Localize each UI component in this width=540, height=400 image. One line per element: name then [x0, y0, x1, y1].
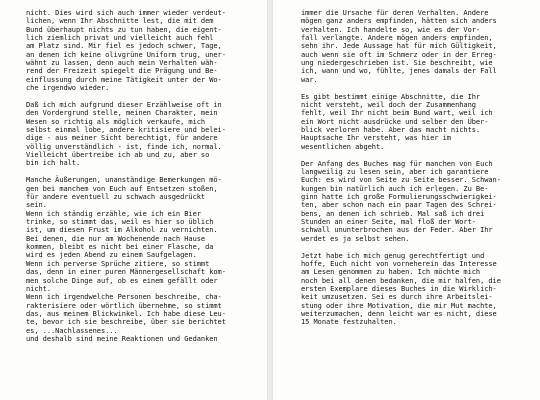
text-line: Jetzt habe ich mich genug gerechtfertigt und: [301, 251, 485, 260]
text-line: ersten Exemplare dieses Buches in die Wirklich-: [301, 285, 497, 294]
text-line: das, aus meinem Blickwinkel. Ich habe diese Leu-: [26, 309, 226, 318]
text-line: Wesen so richtig als möglich verkaufe, mich: [26, 117, 206, 126]
left-text-column: [26, 9, 226, 343]
text-line: ung niedergeschrieben ist. Sie beschreibt, wie: [301, 59, 493, 68]
text-line: Euch: es wird von Seite zu Seite besser. Schwan-: [301, 176, 501, 185]
paragraph: [26, 176, 226, 343]
text-line: ten, aber schon nach ein paar Tagen des Schrei-: [301, 201, 497, 210]
text-line: sehn ihr. Jede Aussage hat für mich Gültigkeit,: [301, 42, 497, 51]
paragraph-gap: [301, 243, 501, 252]
text-line: Der Anfang des Buches mag für manchen von Euch: [301, 159, 493, 168]
text-line: wähnt zu lassen, denn auch mein Verhalten wäh-: [26, 59, 218, 68]
right-page: [272, 0, 540, 400]
text-line: weiterzumachen, denn leicht war es nicht, diese: [301, 310, 497, 319]
text-line: das, denn in einer puren Männergesellschaft kom-: [26, 268, 226, 277]
text-line: ein Wort nicht ausdrücke und selber den Über-: [301, 117, 489, 126]
paragraph-gap: [26, 92, 226, 101]
text-line: bin ich halt.: [26, 159, 81, 168]
paragraph: [301, 160, 501, 243]
text-line: war.: [301, 75, 318, 84]
text-line: fall verlangte. Andere mögen anders empfinden,: [301, 34, 493, 43]
text-line: noch bei all denen bedanken, die mir halfen, die: [301, 276, 501, 285]
text-line: keit umzusetzen. Sei es durch ihre Arbeitslei-: [301, 293, 493, 302]
paragraph: [26, 9, 226, 92]
text-line: che irgendwo wieder.: [26, 84, 110, 93]
text-line: ich, wann und wo, fühlte, jenes damals der Fall: [301, 67, 497, 76]
text-line: völlig unverständlich - ist, finde ich, normal.: [26, 142, 222, 151]
text-line: Daß ich mich aufgrund dieser Erzählweise oft in: [26, 101, 222, 110]
text-line: Wenn ich ständig erzähle, wie ich ein Bier: [26, 209, 201, 218]
text-line: nicht.: [26, 284, 51, 293]
text-line: te, bevor ich sie beschreibe, über sie berichtet: [26, 318, 226, 327]
paragraph: [26, 101, 226, 168]
text-line: Stunden an einer Seite, mal floß der Wort-: [301, 218, 476, 227]
text-line: Es gibt bestimmt einige Abschnitte, die Ihr: [301, 92, 481, 101]
paragraph-gap: [301, 151, 501, 160]
text-line: mögen ganz anders empfinden, hätten sich anders: [301, 17, 497, 26]
paragraph: [301, 252, 501, 327]
text-line: rakterisiere oder wörtlich übernehme, so stimmt: [26, 301, 222, 310]
text-line: Bund überhaupt nichts zu tun haben, die eigent-: [26, 25, 222, 34]
text-line: fehlt, weil Ihr nicht beim Bund wart, weil ich: [301, 109, 493, 118]
paragraph: [301, 9, 501, 84]
text-line: auch wenn sie oft im Schmerz oder in der Erreg-: [301, 50, 497, 59]
text-line: für andere eventuell zu schwach ausgedrückt: [26, 193, 206, 202]
text-line: an denen ich keine olivgrüne Uniform trug, uner-: [26, 50, 226, 59]
text-line: blick verloren habe. Aber das macht nichts.: [301, 126, 481, 135]
text-line: rend der Freizeit spiegelt die Prägung und Be-: [26, 67, 218, 76]
text-line: langweilig zu lesen sein, aber ich garantiere: [301, 168, 489, 177]
text-line: ginn hatte ich große Formulierungsschwierigkei-: [301, 193, 497, 202]
text-line: men solche Dinge auf, ob es einem gefällt oder: [26, 276, 218, 285]
text-line: 15 Monate festzuhalten.: [301, 318, 397, 327]
text-line: den Vordergrund stelle, meinen Charakter, mein: [26, 109, 218, 118]
paragraph-gap: [301, 84, 501, 93]
text-line: es, ...Nachlassenes...: [26, 326, 118, 335]
text-line: verhalten. Ich handelte so, wie es der Vor-: [301, 25, 481, 34]
text-line: wird es jeden Abend zu einem Saufgelagen.: [26, 251, 197, 260]
text-line: immer die Ursache für deren Verhalten. Andere: [301, 9, 489, 17]
text-line: sein.: [26, 201, 47, 210]
right-text-column: [301, 9, 501, 327]
text-line: einflussung durch meine Tätigkeit unter der Wo-: [26, 75, 222, 84]
text-line: bens, an denen ich schrieb. Mal saß ich drei: [301, 209, 485, 218]
text-line: am Lesen genommen zu haben. Ich möchte mich: [301, 268, 481, 277]
text-line: schwall ununterbrochen aus der Feder. Aber Ihr: [301, 226, 493, 235]
text-line: kungen bin natürlich auch ich erlegen. Zu Be-: [301, 184, 489, 193]
text-line: Wenn ich irgendwelche Personen beschreibe, cha-: [26, 293, 222, 302]
text-line: lichen, wenn Ihr Abschnitte lest, die mit dem: [26, 17, 214, 26]
text-line: dige - aus meiner Sicht berechtigt, für andere: [26, 134, 218, 143]
left-page: [0, 0, 268, 400]
text-line: Manche Äußerungen, unanständige Bemerkungen mö-: [26, 176, 222, 185]
text-line: ist, um diesen Frust im Alkohol zu vernichten.: [26, 226, 218, 235]
text-line: hoffe, Euch nicht von vorneherein das Interesse: [301, 260, 497, 269]
text-line: trinke, so stimmt das, weil es hier so üblich: [26, 218, 214, 227]
text-line: lich ziemlich privat und vielleicht auch fehl: [26, 34, 214, 43]
text-line: Vielleicht übertreibe ich ab und zu, aber so: [26, 151, 210, 160]
text-line: Wenn ich perverse Sprüche zitiere, so stimmt: [26, 259, 210, 268]
text-line: stung oder ihre Motivation, die mir Mut machte,: [301, 301, 497, 310]
text-line: kommen, bleibt es nicht bei einer Flasche, da: [26, 243, 214, 252]
text-line: Hauptsache Ihr versteht, was hier im: [301, 134, 451, 143]
text-line: und deshalb sind meine Reaktionen und Gedanken: [26, 334, 218, 343]
text-line: wesentlichen abgeht.: [301, 142, 385, 151]
text-line: selbst einmal lobe, andere kritisiere und belei-: [26, 126, 226, 135]
text-line: nicht. Dies wird sich auch immer wieder verdeut-: [26, 9, 226, 17]
text-line: nicht versteht, weil doch der Zusammenhang: [301, 101, 476, 110]
paragraph: [301, 93, 501, 151]
text-line: werdet es ja selbst sehen.: [301, 234, 410, 243]
text-line: Bei denen, die nur am Wochenende nach Hause: [26, 234, 206, 243]
text-line: gen bei manchem von Euch auf Entsetzen stoßen,: [26, 184, 218, 193]
text-line: am Platz sind. Mir fiel es jedoch schwer, Tage,: [26, 42, 222, 51]
